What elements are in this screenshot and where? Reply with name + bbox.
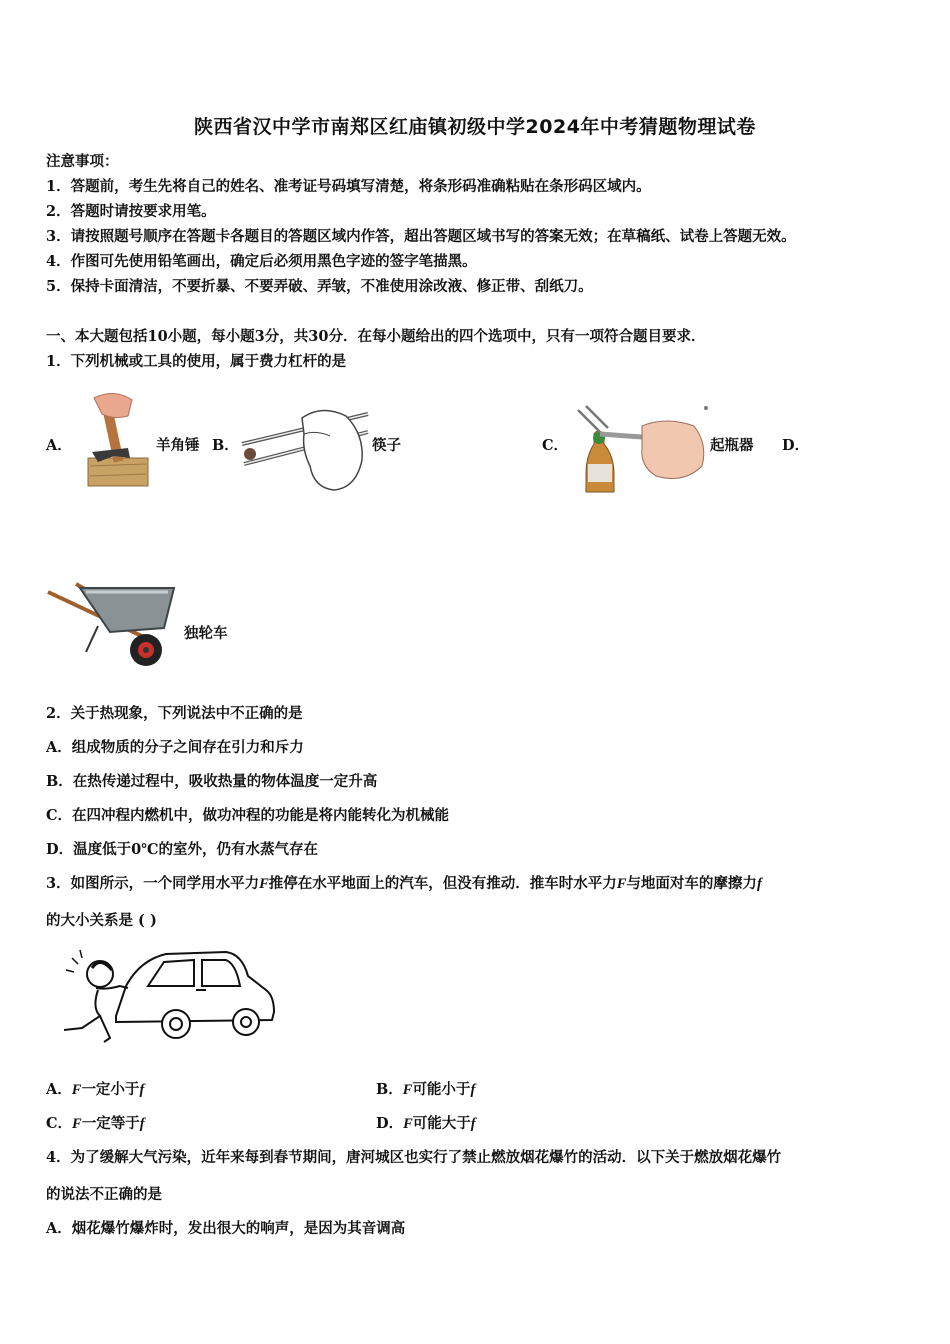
q3-option-b-text: 可能小于 bbox=[412, 1081, 471, 1098]
q3-option-c-text: 一定等于 bbox=[81, 1115, 140, 1132]
q3-stem-part: 与地面对车的摩擦力 bbox=[626, 875, 757, 892]
q1-option-d-letter: D． bbox=[782, 437, 810, 454]
var-F: F bbox=[403, 1116, 413, 1132]
note-item: 3．请按照题号顺序在答题卡各题目的答题区域内作答，超出答题区域书写的答案无效；在草稿纸、试卷上答题无效。 bbox=[46, 228, 796, 245]
question-3-stem-line1 bbox=[46, 874, 762, 894]
question-1-stem: 1．下列机械或工具的使用，属于费力杠杆的是 bbox=[46, 353, 347, 370]
var-F: F bbox=[259, 876, 269, 892]
page-title: 陕西省汉中学市南郑区红庙镇初级中学2024年中考猜题物理试卷 bbox=[194, 116, 756, 138]
note-item: 1．答题前，考生先将自己的姓名、准考证号码填写清楚，将条形码准确粘贴在条形码区域内。 bbox=[46, 178, 651, 195]
q3-option-a-letter: A． bbox=[46, 1081, 72, 1098]
q1-option-c-letter: C． bbox=[542, 437, 569, 454]
var-F: F bbox=[71, 1082, 82, 1098]
bottle-opener-icon bbox=[576, 404, 710, 492]
q1-option-b-letter: B． bbox=[212, 437, 239, 454]
var-F: F bbox=[72, 1116, 82, 1132]
q3-stem-part: 推停在水平地面上的汽车，但没有推动．推车时水平力 bbox=[268, 875, 617, 892]
q1-option-c-text: 起瓶器 bbox=[710, 437, 754, 454]
q2-option-d: D．温度低于0℃的室外，仍有水蒸气存在 bbox=[46, 841, 319, 858]
var-f: f bbox=[756, 876, 762, 892]
note-item: 4．作图可先使用铅笔画出，确定后必须用黑色字迹的签字笔描黑。 bbox=[46, 253, 477, 270]
note-item: 5．保持卡面清洁，不要折暴、不要弄破、弄皱，不准使用涂改液、修正带、刮纸刀。 bbox=[46, 278, 593, 295]
wheelbarrow-icon bbox=[46, 578, 176, 670]
notes-heading: 注意事项： bbox=[46, 153, 119, 170]
chopsticks-icon bbox=[238, 404, 372, 492]
q3-option-d-letter: D． bbox=[376, 1115, 404, 1132]
question-3-stem-line2: 的大小关系是 ( ) bbox=[46, 912, 157, 929]
boy-pushing-car-figure bbox=[56, 946, 278, 1046]
q2-option-c: C．在四冲程内燃机中，做功冲程的功能是将内能转化为机械能 bbox=[46, 807, 450, 824]
var-f: f bbox=[139, 1116, 145, 1132]
note-item: 2．答题时请按要求用笔。 bbox=[46, 203, 216, 220]
q1-option-d-text: 独轮车 bbox=[184, 625, 228, 642]
var-f: f bbox=[470, 1082, 476, 1098]
q3-option-b-letter: B． bbox=[376, 1081, 403, 1098]
var-f: f bbox=[139, 1082, 145, 1098]
q3-option-a-text: 一定小于 bbox=[81, 1081, 140, 1098]
q1-option-a-text: 羊角锤 bbox=[156, 437, 200, 454]
question-2-stem: 2．关于热现象，下列说法中不正确的是 bbox=[46, 705, 303, 722]
q3-stem-part: 3．如图所示，一个同学用水平力 bbox=[46, 875, 260, 892]
q3-option-c-letter: C． bbox=[46, 1115, 73, 1132]
q3-option-c bbox=[46, 1114, 145, 1134]
q1-option-a-letter: A． bbox=[46, 437, 72, 454]
q1-option-b-text: 筷子 bbox=[372, 437, 401, 454]
question-4-stem-line2: 的说法不正确的是 bbox=[46, 1186, 162, 1203]
var-F: F bbox=[402, 1082, 413, 1098]
q3-option-b bbox=[376, 1080, 475, 1100]
q3-option-d-text: 可能大于 bbox=[412, 1115, 471, 1132]
q2-option-b: B．在热传递过程中，吸收热量的物体温度一定升高 bbox=[46, 773, 378, 790]
claw-hammer-icon bbox=[84, 390, 150, 490]
section-heading: 一、本大题包括10小题，每小题3分，共30分．在每小题给出的四个选项中，只有一项符合题目要求． bbox=[46, 328, 706, 345]
var-F: F bbox=[616, 876, 627, 892]
question-4-stem-line1: 4．为了缓解大气污染，近年来每到春节期间，唐河城区也实行了禁止燃放烟花爆竹的活动．以下关于燃放烟花爆竹 bbox=[46, 1149, 782, 1166]
q3-option-d bbox=[376, 1114, 476, 1134]
q2-option-a: A．组成物质的分子之间存在引力和斥力 bbox=[46, 739, 304, 756]
q4-option-a: A．烟花爆竹爆炸时，发出很大的响声，是因为其音调高 bbox=[46, 1220, 406, 1237]
q3-option-a bbox=[46, 1080, 144, 1100]
var-f: f bbox=[470, 1116, 476, 1132]
